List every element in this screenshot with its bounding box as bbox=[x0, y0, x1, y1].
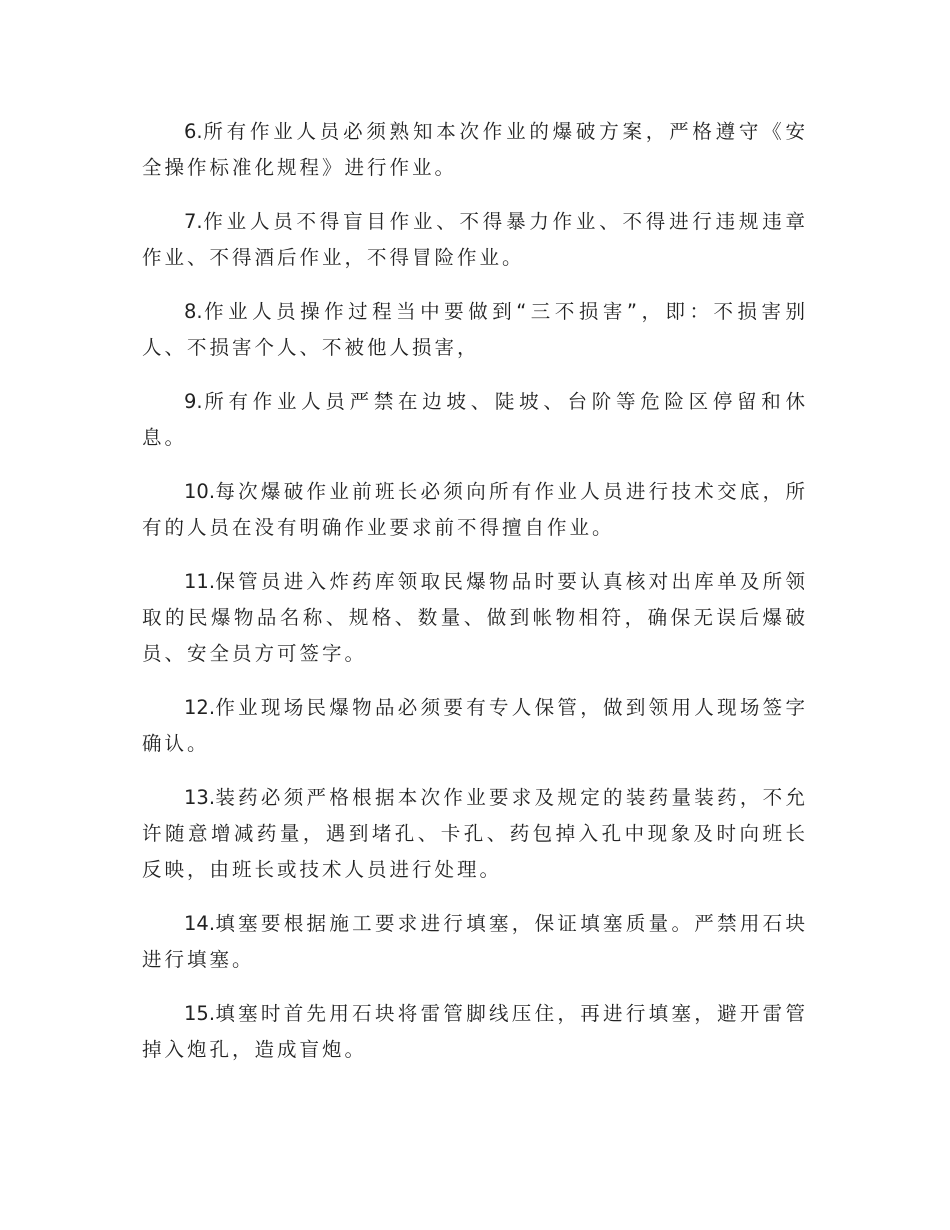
paragraph-number: 9. bbox=[184, 390, 203, 413]
paragraph-12 bbox=[142, 690, 808, 762]
paragraph-text: 所有作业人员严禁在边坡、陡坡、台阶等危险区停留和休息。 bbox=[142, 390, 808, 449]
paragraph-number: 13. bbox=[184, 786, 216, 809]
paragraph-text: 每次爆破作业前班长必须向所有作业人员进行技术交底，所有的人员在没有明确作业要求前不得擅自作业。 bbox=[142, 480, 808, 539]
paragraph-15 bbox=[142, 996, 808, 1068]
paragraph-7 bbox=[142, 204, 808, 276]
paragraph-6 bbox=[142, 114, 808, 186]
paragraph-11 bbox=[142, 564, 808, 672]
paragraph-number: 10. bbox=[184, 480, 216, 503]
paragraph-8 bbox=[142, 294, 808, 366]
document-body bbox=[142, 114, 808, 1086]
paragraph-text: 装药必须严格根据本次作业要求及规定的装药量装药，不允许随意增减药量，遇到堵孔、卡孔、药包掉入孔中现象及时向班长反映，由班长或技术人员进行处理。 bbox=[142, 786, 808, 881]
paragraph-number: 14. bbox=[184, 912, 216, 935]
paragraph-number: 15. bbox=[184, 1002, 216, 1025]
paragraph-number: 8. bbox=[184, 300, 203, 323]
paragraph-10 bbox=[142, 474, 808, 546]
paragraph-number: 11. bbox=[184, 570, 216, 593]
paragraph-text: 填塞要根据施工要求进行填塞，保证填塞质量。严禁用石块进行填塞。 bbox=[142, 912, 808, 971]
paragraph-text: 作业人员不得盲目作业、不得暴力作业、不得进行违规违章作业、不得酒后作业，不得冒险作业。 bbox=[142, 210, 808, 269]
paragraph-number: 12. bbox=[184, 696, 216, 719]
paragraph-text: 填塞时首先用石块将雷管脚线压住，再进行填塞，避开雷管掉入炮孔，造成盲炮。 bbox=[142, 1002, 808, 1061]
paragraph-text: 所有作业人员必须熟知本次作业的爆破方案，严格遵守《安全操作标准化规程》进行作业。 bbox=[142, 120, 808, 179]
paragraph-9 bbox=[142, 384, 808, 456]
paragraph-text: 保管员进入炸药库领取民爆物品时要认真核对出库单及所领取的民爆物品名称、规格、数量、做到帐物相符，确保无误后爆破员、安全员方可签字。 bbox=[142, 570, 808, 665]
paragraph-text: 作业人员操作过程当中要做到“三不损害”，即：不损害别人、不损害个人、不被他人损害， bbox=[142, 300, 808, 359]
paragraph-number: 6. bbox=[184, 120, 203, 143]
paragraph-number: 7. bbox=[184, 210, 203, 233]
paragraph-14 bbox=[142, 906, 808, 978]
paragraph-text: 作业现场民爆物品必须要有专人保管，做到领用人现场签字确认。 bbox=[142, 696, 808, 755]
paragraph-13 bbox=[142, 780, 808, 888]
